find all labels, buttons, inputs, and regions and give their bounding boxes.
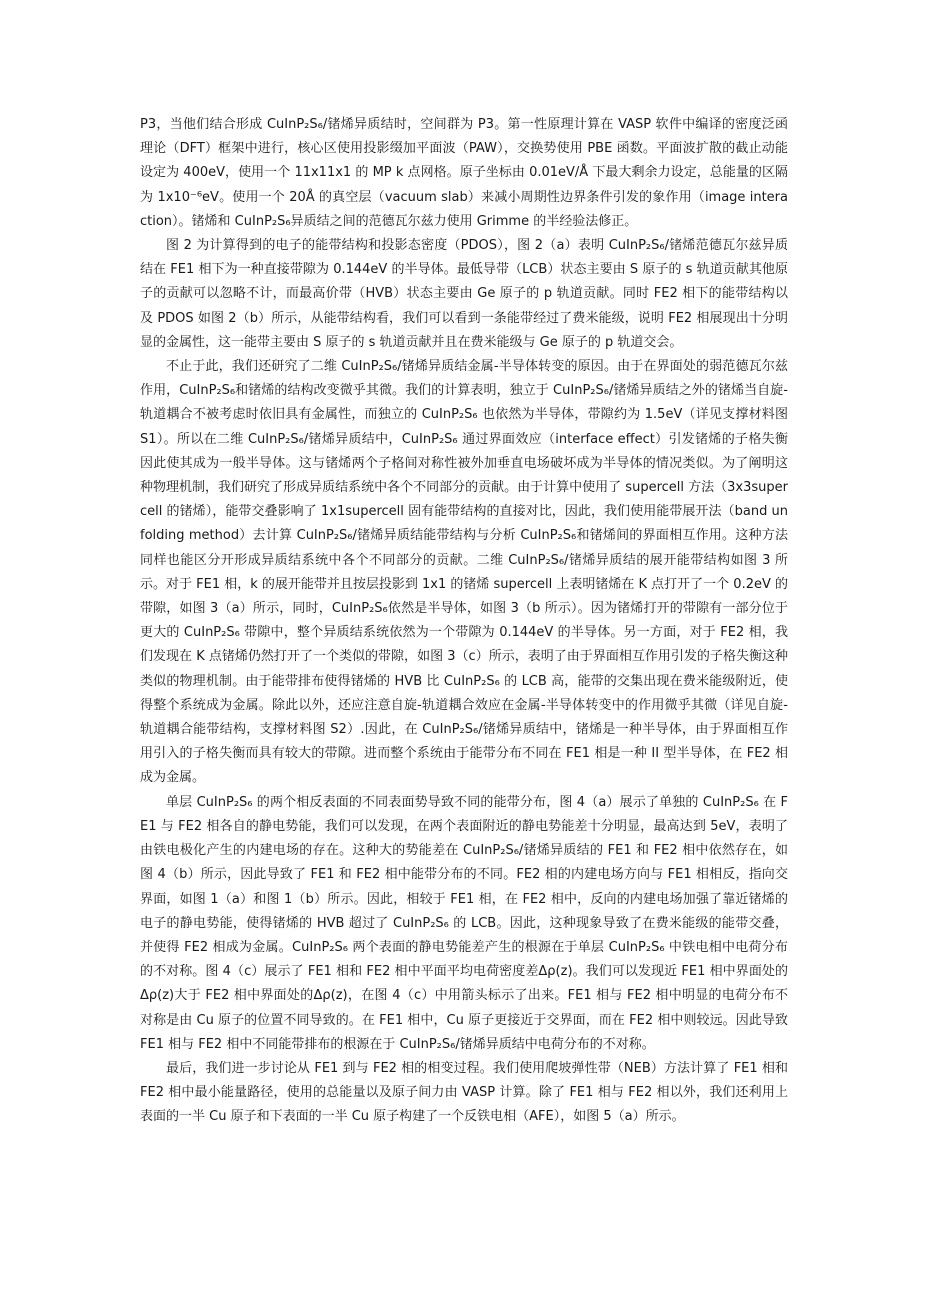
paragraph-electrostatic-potential: 单层 CuInP₂S₆ 的两个相反表面的不同表面势导致不同的能带分布，图 4（a）展示了单独的 CuInP₂S₆ 在 FE1 与 FE2 相各自的静电势能，我们可以发现，在两个表面附近的静电势能差十分明显，最高达到 5eV，表明了由铁电极化产生的内建电场的存在。这种大的势能差在 CuInP₂S₆/锗烯异质结的 FE1 和 FE2 相中依然存在，如图 4（b）所示，因此导致了 FE1 和 FE2 相中能带分布的不同。FE2 相的内建电场方向与 FE1 相相反，指向交界面，如图 1（a）和图 1（b）所示。因此，相较于 FE1 相，在 FE2 相中，反向的内建电场加强了靠近锗烯的电子的静电势能，使得锗烯的 HVB 超过了 CuInP₂S₆ 的 LCB。因此，这种现象导致了在费米能级的能带交叠，并使得 FE2 相成为金属。CuInP₂S₆ 两个表面的静电势能差产生的根源在于单层 CuInP₂S₆ 中铁电相中电荷分布的不对称。图 4（c）展示了 FE1 相和 FE2 相中平面平均电荷密度差Δρ(z)。我们可以发现近 FE1 相中界面处的Δρ(z)大于 FE2 相中界面处的Δρ(z)，在图 4（c）中用箭头标示了出来。FE1 相与 FE2 相中明显的电荷分布不对称是由 Cu 原子的位置不同导致的。在 FE1 相中，Cu 原子更接近于交界面，而在 FE2 相中则较远。因此导致 FE1 相与 FE2 相中不同能带排布的根源在于 CuInP₂S₆/锗烯异质结中电荷分布的不对称。 [140, 794, 788, 1052]
paragraph-transition-origin: 不止于此，我们还研究了二维 CuInP₂S₆/锗烯异质结金属-半导体转变的原因。由于在界面处的弱范德瓦尔兹作用，CuInP₂S₆和锗烯的结构改变微乎其微。我们的计算表明，独立于 CuInP₂S₆/锗烯异质结之外的锗烯当自旋-轨道耦合不被考虑时依旧具有金属性，而独立的 CuInP₂S₆ 也依然为半导体，带隙约为 1.5eV（详见支撑材料图 S1）。所以在二维 CuInP₂S₆/锗烯异质结中，CuInP₂S₆ 通过界面效应（interface effect）引发锗烯的子格失衡因此使其成为一般半导体。这与锗烯两个子格间对称性被外加垂直电场破坏成为半导体的情况类似。为了阐明这种物理机制，我们研究了形成异质结系统中各个不同部分的贡献。由于计算中使用了 supercell 方法（3x3supercell 的锗烯），能带交叠影响了 1x1supercell 固有能带结构的直接对比，因此，我们使用能带展开法（band unfolding method）去计算 CuInP₂S₆/锗烯异质结能带结构与分析 CuInP₂S₆和锗烯间的界面相互作用。这种方法同样也能区分开形成异质结系统中各个不同部分的贡献。二维 CuInP₂S₆/锗烯异质结的展开能带结构如图 3 所示。对于 FE1 相，k 的展开能带并且按层投影到 1x1 的锗烯 supercell 上表明锗烯在 K 点打开了一个 0.2eV 的带隙，如图 3（a）所示，同时，CuInP₂S₆依然是半导体，如图 3（b 所示）。因为锗烯打开的带隙有一部分位于更大的 CuInP₂S₆ 带隙中，整个异质结系统依然为一个带隙为 0.144eV 的半导体。另一方面，对于 FE2 相，我们发现在 K 点锗烯仍然打开了一个类似的带隙，如图 3（c）所示，表明了由于界面相互作用引发的子格失衡这种类似的物理机制。由于能带排布使得锗烯的 HVB 比 CuInP₂S₆ 的 LCB 高，能带的交集出现在费米能级附近，使得整个系统成为金属。除此以外，还应注意自旋-轨道耦合效应在金属-半导体转变中的作用微乎其微（详见自旋-轨道耦合能带结构，支撑材料图 S2）.因此，在 CuInP₂S₆/锗烯异质结中，锗烯是一种半导体，由于界面相互作用引入的子格失衡而具有较大的带隙。进而整个系统由于能带分布不同在 FE1 相是一种 II 型半导体，在 FE2 相成为金属。 [140, 359, 788, 786]
document-page [140, 113, 788, 1130]
paragraph-phase-transition: 最后，我们进一步讨论从 FE1 到与 FE2 相的相变过程。我们使用爬坡弹性带（NEB）方法计算了 FE1 相和 FE2 相中最小能量路径，使用的总能量以及原子间力由 VASP 计算。除了 FE1 相与 FE2 相以外，我们还利用上表面的一半 Cu 原子和下表面的一半 Cu 原子构建了一个反铁电相（AFE），如图 5（a）所示。 [140, 1060, 788, 1125]
paragraph-methods: P3，当他们结合形成 CuInP₂S₆/锗烯异质结时，空间群为 P3。第一性原理计算在 VASP 软件中编译的密度泛函理论（DFT）框架中进行，核心区使用投影缀加平面波（PAW），交换势使用 PBE 函数。平面波扩散的截止动能设定为 400eV，使用一个 11x11x1 的 MP k 点网格。原子坐标由 0.01eV/Å 下最大剩余力设定，总能量的区隔为 1x10⁻⁶eV。使用一个 20Å 的真空层（vacuum slab）来减小周期性边界条件引发的象作用（image interaction）。锗烯和 CuInP₂S₆异质结之间的范德瓦尔兹力使用 Grimme 的半经验法修正。 [140, 117, 788, 229]
paragraph-band-structure: 图 2 为计算得到的电子的能带结构和投影态密度（PDOS），图 2（a）表明 CuInP₂S₆/锗烯范德瓦尔兹异质结在 FE1 相下为一种直接带隙为 0.144eV 的半导体。最低导带（LCB）状态主要由 S 原子的 s 轨道贡献其他原子的贡献可以忽略不计，而最高价带（HVB）状态主要由 Ge 原子的 p 轨道贡献。同时 FE2 相下的能带结构以及 PDOS 如图 2（b）所示，从能带结构看，我们可以看到一条能带经过了费米能级，说明 FE2 相展现出十分明显的金属性，这一能带主要由 S 原子的 s 轨道贡献并且在费米能级与 Ge 原子的 p 轨道交会。 [140, 238, 788, 350]
